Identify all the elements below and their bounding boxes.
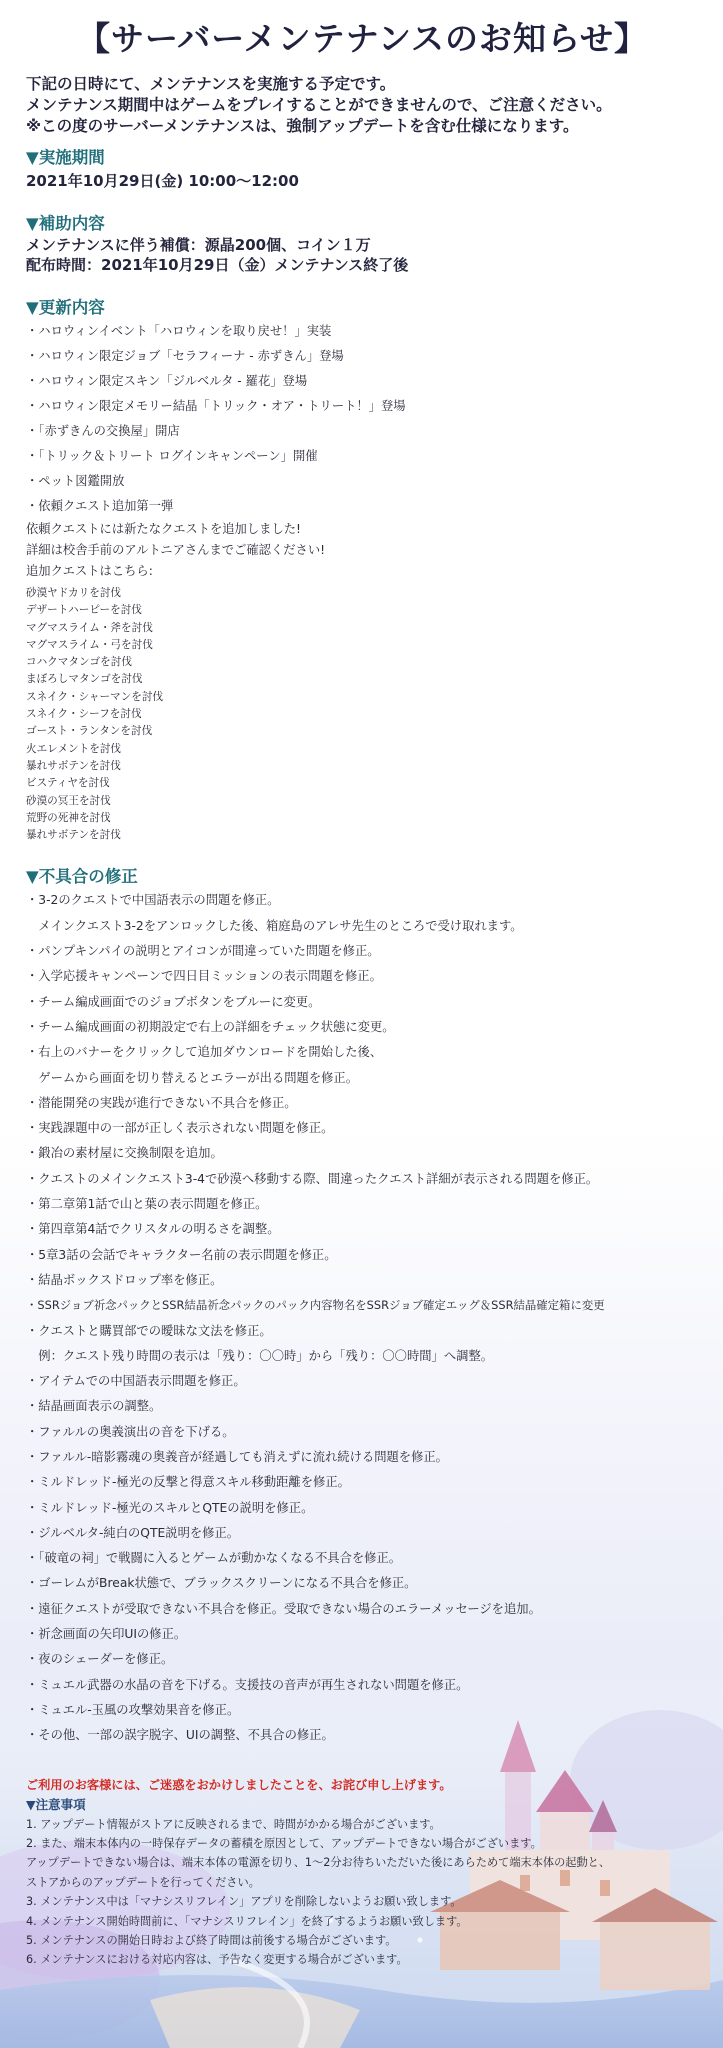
update-item: ・ハロウィン限定ジョブ「セラフィーナ - 赤ずきん」登場	[26, 349, 344, 363]
quest-item: ゴースト・ランタンを討伐	[26, 725, 153, 738]
fix-item: ・ファルルの奥義演出の音を下げる。	[26, 1424, 235, 1439]
quest-item: スネイク・シャーマンを討伐	[26, 690, 164, 703]
fix-item: ・クエストと購買部での曖昧な文法を修正。	[26, 1323, 272, 1338]
quest-item: 砂漠ヤドカリを討伐	[26, 587, 122, 599]
notice-heading: ▼注意事項	[26, 1796, 86, 1812]
compensation-line: メンテナンスに伴う補償：源晶200個、コイン１万	[26, 236, 371, 254]
fix-item: ・ミュエル-玉風の攻撃効果音を修正。	[26, 1702, 240, 1717]
quest-item: ビスティヤを討伐	[26, 777, 110, 790]
quest-item: 砂漠の冥王を討伐	[26, 794, 111, 807]
fix-item: ・パンプキンパイの説明とアイコンが間違っていた問題を修正。	[26, 944, 380, 959]
page-title: 【サーバーメンテナンスのお知らせ】	[76, 19, 649, 58]
fix-item: ・右上のバナーをクリックして追加ダウンロードを開始した後、	[26, 1045, 383, 1060]
notice-list	[26, 1815, 699, 1970]
update-item: ・ハロウィン限定スキン「ジルベルタ - 羅花」登場	[26, 374, 308, 388]
fix-item: ・鍛冶の素材屋に交換制限を追加。	[26, 1146, 223, 1161]
fix-item: ・第二章第1話で山と葉の表示問題を修正。	[26, 1197, 268, 1212]
fix-item: ・ミルドレッド-極光のスキルとQTEの説明を修正。	[26, 1500, 314, 1515]
intro-text	[26, 74, 699, 137]
apology-text: ご利用のお客様には、ご迷惑をおかけしましたことを、お詫び申し上げます。	[26, 1777, 452, 1792]
fix-item: 例：クエスト残り時間の表示は「残り：〇〇時」から「残り：〇〇時間」へ調整。	[26, 1348, 494, 1363]
notice-item: 4. メンテナンス開始時間前に、「マナシスリフレイン」を終了するようお願い致します。	[26, 1914, 468, 1928]
fix-item: ・「破竜の祠」で戦闘に入るとゲームが動かなくなる不具合を修正。	[26, 1551, 402, 1566]
fix-item: ・ミルドレッド-極光の反撃と得意スキル移動距離を修正。	[26, 1475, 350, 1490]
fix-item: ・クエストのメインクエスト3-4で砂漠へ移動する際、間違ったクエスト詳細が表示される問題を修正。	[26, 1171, 599, 1186]
quest-item: スネイク・シーフを討伐	[26, 708, 142, 721]
notice-item: 1. アップデート情報がストアに反映されるまで、時間がかかる場合がございます。	[26, 1817, 441, 1831]
notice-item: 3. メンテナンス中は「マナシスリフレイン」アプリを削除しないようお願い致します。	[26, 1895, 462, 1909]
quest-item: 火エレメントを討伐	[26, 742, 122, 755]
quest-item: マグマスライム・斧を討伐	[26, 621, 153, 634]
quest-item: コハクマタンゴを討伐	[26, 656, 132, 669]
quest-item: まぼろしマタンゴを討伐	[26, 673, 143, 686]
fix-item: ・その他、一部の誤字脱字、UIの調整、不具合の修正。	[26, 1728, 334, 1743]
fix-item: ・チーム編成画面でのジョブボタンをブルーに変更。	[26, 994, 321, 1009]
updates-list	[26, 319, 699, 519]
notice-item: 6. メンテナンスにおける対応内容は、予告なく変更する場合がございます。	[26, 1953, 408, 1967]
compensation-heading: ▼補助内容	[26, 214, 105, 233]
fix-item: ・ミュエル武器の水晶の音を下げる。支援技の音声が再生されない問題を修正。	[26, 1677, 469, 1692]
fix-item: メインクエスト3-2をアンロックした後、箱庭島のアレサ先生のところで受け取れます。	[26, 918, 523, 933]
quest-note: 追加クエストはこちら:	[26, 564, 153, 578]
fix-item: ・夜のシェーダーを修正。	[26, 1652, 174, 1667]
quest-notes	[26, 519, 699, 582]
fix-item: ・ジルベルタ-純白のQTE説明を修正。	[26, 1525, 240, 1540]
fix-item: ・第四章第4話でクリスタルの明るさを調整。	[26, 1222, 280, 1237]
compensation-line: 配布時間：2021年10月29日（金）メンテナンス終了後	[26, 256, 409, 274]
fix-item: ・アイテムでの中国語表示問題を修正。	[26, 1374, 246, 1389]
quest-item: マグマスライム・弓を討伐	[26, 638, 153, 651]
fix-item: ・潜能開発の実践が進行できない不具合を修正。	[26, 1095, 297, 1110]
fixes-heading: ▼不具合の修正	[26, 867, 138, 887]
fix-item: ・SSRジョブ祈念パックとSSR結晶祈念パックのパック内容物名をSSRジョブ確定エッグ＆SSR結晶確定箱に変更	[26, 1298, 605, 1313]
period-text: 2021年10月29日(金) 10:00～12:00	[26, 172, 299, 190]
notice-item: 5. メンテナンスの開始日時および終了時間は前後する場合がございます。	[26, 1933, 397, 1947]
fix-item: ・3-2のクエストで中国語表示の問題を修正。	[26, 893, 280, 908]
fix-item: ゲームから画面を切り替えるとエラーが出る問題を修正。	[26, 1070, 359, 1085]
fix-item: ・結晶ボックスドロップ率を修正。	[26, 1272, 223, 1287]
fix-item: ・実践課題中の一部が正しく表示されない問題を修正。	[26, 1121, 334, 1136]
quest-item: 暴れサボテンを討伐	[26, 759, 121, 772]
update-item: ・「赤ずきんの交換屋」開店	[26, 424, 180, 438]
notice-item: アップデートできない場合は、端末本体の電源を切り、1～2分お待ちいただいた後にあらためて端末本体の起動と、	[26, 1856, 611, 1870]
update-item: ・依頼クエスト追加第一弾	[26, 499, 174, 513]
quest-list	[26, 585, 699, 844]
notice-item: ストアからのアップデートを行ってください。	[26, 1875, 260, 1889]
period-heading: ▼実施期間	[26, 148, 105, 167]
fix-item: ・遠征クエストが受取できない不具合を修正。受取できない場合のエラーメッセージを追加。	[26, 1601, 541, 1616]
fixes-list	[26, 888, 699, 1748]
update-item: ・ハロウィンイベント「ハロウィンを取り戻せ！」実装	[26, 324, 332, 338]
fix-item: ・ファルル-暗影霧魂の奥義音が経過しても消えずに流れ続ける問題を修正。	[26, 1449, 448, 1464]
quest-item: 暴れサボテンを討伐	[26, 829, 121, 842]
update-item: ・ペット図鑑開放	[26, 474, 125, 488]
update-item: ・「トリック＆トリート ログインキャンペーン」開催	[26, 449, 318, 463]
quest-note: 依頼クエストには新たなクエストを追加しました!	[26, 522, 301, 536]
quest-note: 詳細は校舎手前のアルトニアさんまでご確認ください!	[26, 543, 326, 557]
fix-item: ・チーム編成画面の初期設定で右上の詳細をチェック状態に変更。	[26, 1019, 395, 1034]
quest-item: デザートハーピーを討伐	[26, 604, 142, 617]
fix-item: ・ゴーレムがBreak状態で、ブラックスクリーンになる不具合を修正。	[26, 1576, 417, 1591]
fix-item: ・入学応援キャンペーンで四日目ミッションの表示問題を修正。	[26, 969, 382, 984]
update-item: ・ハロウィン限定メモリー結晶「トリック・オア・トリート！」登場	[26, 399, 406, 413]
fix-item: ・祈念画面の矢印UIの修正。	[26, 1627, 187, 1642]
intro-line: ※この度のサーバーメンテナンスは、強制アップデートを含む仕様になります。	[26, 117, 579, 135]
quest-item: 荒野の死神を討伐	[26, 811, 111, 824]
updates-heading: ▼更新内容	[26, 298, 105, 317]
intro-line: メンテナンス期間中はゲームをプレイすることができませんので、ご注意ください。	[26, 96, 612, 114]
fix-item: ・結晶画面表示の調整。	[26, 1399, 162, 1414]
fix-item: ・5章3話の会話でキャラクター名前の表示問題を修正。	[26, 1247, 337, 1262]
notice-item: 2. また、端末本体内の一時保存データの蓄積を原因として、アップデートできない場合がございます。	[26, 1836, 542, 1850]
intro-line: 下記の日時にて、メンテナンスを実施する予定です。	[26, 75, 396, 93]
